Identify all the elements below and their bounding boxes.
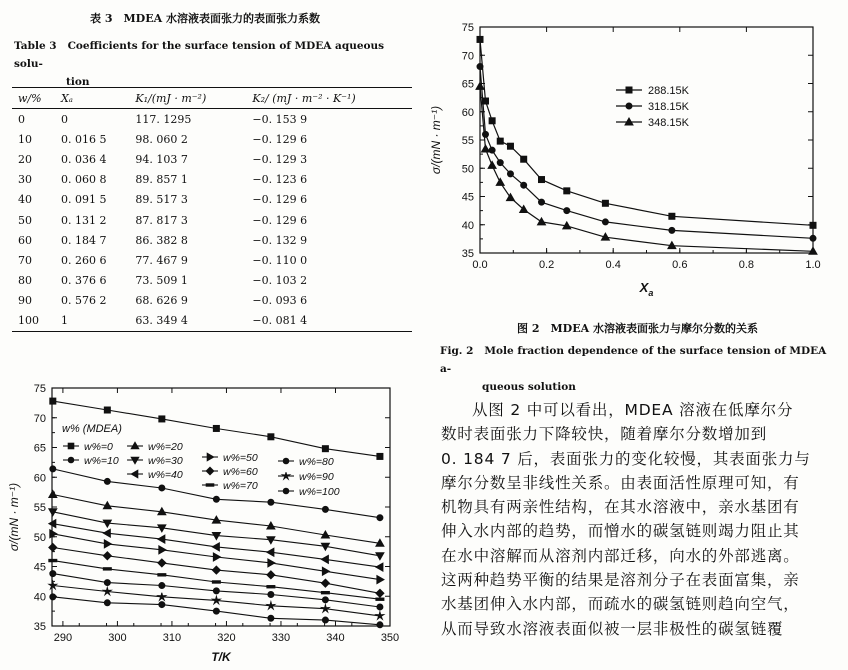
y-tick-label: 70 xyxy=(461,50,474,63)
legend-label: w%=70 xyxy=(223,480,258,492)
marker-triangle-left xyxy=(158,535,165,543)
fig2-caption-en xyxy=(440,342,840,396)
marker-bar xyxy=(158,574,166,576)
marker-circle xyxy=(322,506,328,512)
marker-square xyxy=(539,177,545,183)
marker-circle xyxy=(602,219,608,225)
col-header-w: w/% xyxy=(12,88,55,109)
marker-bar xyxy=(376,598,384,600)
col-header-k2: K₂/ (mJ · m⁻² · K⁻¹) xyxy=(236,88,412,109)
x-tick-label: 320 xyxy=(217,632,236,644)
y-tick-label: 50 xyxy=(33,531,46,544)
marker-circle xyxy=(377,622,383,628)
marker-star xyxy=(158,593,166,600)
legend-label: w%=60 xyxy=(223,466,258,478)
table-cell: 63. 349 4 xyxy=(129,311,236,332)
marker-circle xyxy=(283,488,289,494)
marker-circle xyxy=(213,608,219,614)
y-tick-label: 55 xyxy=(461,135,474,147)
marker-circle xyxy=(50,594,56,600)
table-cell: 0 xyxy=(18,112,25,126)
legend-label: 348.15K xyxy=(648,117,689,129)
marker-square xyxy=(159,416,165,422)
marker-triangle-right xyxy=(104,540,111,548)
marker-circle xyxy=(283,458,289,464)
plot-frame xyxy=(480,27,813,253)
table-cell: 0. 576 2 xyxy=(60,294,107,308)
marker-circle xyxy=(268,615,274,621)
table-cell: 70 xyxy=(18,253,32,267)
legend-label: w%=0 xyxy=(84,441,113,453)
legend-label: w%=40 xyxy=(148,469,183,481)
table-row xyxy=(12,210,412,230)
x-tick-label: 0.8 xyxy=(738,259,755,271)
table-row xyxy=(12,149,412,169)
table-cell: 0. 091 5 xyxy=(60,193,107,207)
marker-circle xyxy=(377,515,383,521)
legend-label: 288.15K xyxy=(648,85,689,97)
legend-label: w%=50 xyxy=(223,452,258,464)
y-tick-label: 50 xyxy=(461,163,474,176)
table-cell: 87. 817 3 xyxy=(135,213,188,227)
marker-circle xyxy=(268,499,274,505)
table-cell: −0. 132 9 xyxy=(252,233,308,247)
x-tick-label: 330 xyxy=(271,632,291,644)
table-cell: −0. 129 6 xyxy=(252,132,308,146)
marker-diamond xyxy=(49,543,57,551)
marker-star xyxy=(282,472,289,479)
marker-diamond xyxy=(212,566,220,574)
marker-circle xyxy=(377,604,383,610)
table-caption-cont: tion xyxy=(66,76,90,88)
table-cell: 0. 016 5 xyxy=(60,132,107,146)
x-tick-label: 0.4 xyxy=(605,259,621,271)
table-header-row xyxy=(12,88,412,109)
x-tick-label: 350 xyxy=(380,632,400,644)
table-cell: 117. 1295 xyxy=(135,112,192,126)
table-caption-text: Coefficients for the surface tension of MDEA aqueous solu- xyxy=(14,40,385,70)
marker-triangle-left xyxy=(376,563,383,571)
marker-square xyxy=(626,87,632,93)
y-tick-label: 40 xyxy=(33,591,46,604)
table-cell: −0. 129 6 xyxy=(252,213,308,227)
marker-circle xyxy=(322,617,328,623)
table-caption-en xyxy=(14,37,414,91)
coefficient-table xyxy=(12,87,412,332)
marker-triangle-right xyxy=(159,546,166,554)
legend-label: w%=30 xyxy=(148,455,183,467)
marker-triangle-left xyxy=(103,529,110,537)
col-header-k1: K₁/(mJ · m⁻²) xyxy=(129,88,236,109)
table-cell: 98. 060 2 xyxy=(135,132,188,146)
fig2-caption-cont: queous solution xyxy=(482,381,576,393)
table-cell: 89. 857 1 xyxy=(135,173,188,187)
marker-triangle-right xyxy=(377,576,384,584)
y-tick-label: 60 xyxy=(461,106,474,119)
marker-circle xyxy=(497,160,503,166)
legend-title: w% (MDEA) xyxy=(62,423,122,435)
marker-square xyxy=(564,188,570,194)
legend-label: w%=100 xyxy=(299,486,340,498)
marker-circle xyxy=(477,64,483,70)
series-line xyxy=(480,39,813,225)
temperature-chart xyxy=(0,375,405,670)
legend-label: w%=90 xyxy=(299,471,334,483)
x-tick-label: 0.2 xyxy=(538,259,555,271)
table-cell: −0. 081 4 xyxy=(236,311,412,332)
paragraph-line: 摩尔分数呈非线性关系。由表面活性原理可知，有 xyxy=(441,473,800,492)
table-cell: −0. 153 9 xyxy=(252,112,308,126)
marker-circle xyxy=(669,227,675,233)
marker-bar xyxy=(321,591,329,593)
marker-triangle-right xyxy=(322,567,329,575)
marker-square xyxy=(602,200,608,206)
table-cell: 50 xyxy=(18,213,32,227)
table-row xyxy=(12,129,412,149)
marker-square xyxy=(50,398,56,404)
marker-square xyxy=(268,434,274,440)
body-paragraph xyxy=(441,398,836,641)
table-cell: 40 xyxy=(18,193,32,207)
table-caption-label: Table 3 xyxy=(14,40,57,52)
paragraph-line: 数时表面张力下降较快，随着摩尔分数增加到 xyxy=(441,425,768,444)
marker-diamond xyxy=(103,552,111,560)
marker-square xyxy=(489,118,495,124)
table-row xyxy=(12,291,412,311)
marker-star xyxy=(376,612,384,619)
paragraph-line: 从而导致水溶液表面似被一层非极性的碳氢链覆 xyxy=(441,619,784,638)
fig2-caption-label: Fig. 2 xyxy=(440,345,474,357)
y-axis-label: σ/(mN · m⁻¹) xyxy=(7,482,21,552)
marker-triangle xyxy=(488,161,496,168)
marker-star xyxy=(104,588,112,595)
table-caption-cn: 表 3 MDEA 水溶液表面张力的表面张力系数 xyxy=(90,12,320,25)
marker-square xyxy=(507,143,513,149)
table-cell: −0. 129 6 xyxy=(252,193,308,207)
legend-label: w%=20 xyxy=(148,441,183,453)
x-tick-label: 0.6 xyxy=(672,259,688,271)
marker-circle xyxy=(322,597,328,603)
table-cell: −0. 093 6 xyxy=(252,294,308,308)
table-cell: −0. 129 3 xyxy=(252,152,308,166)
table-cell: 60 xyxy=(18,233,32,247)
marker-diamond xyxy=(206,467,214,475)
table-row xyxy=(12,109,412,130)
marker-circle xyxy=(104,580,110,586)
table-cell: 30 xyxy=(18,173,32,187)
marker-circle xyxy=(564,208,570,214)
table-cell: −0. 123 6 xyxy=(252,173,308,187)
marker-star xyxy=(322,605,330,612)
fig2-caption-cn: 图 2 MDEA 水溶液表面张力与摩尔分数的关系 xyxy=(517,322,758,335)
marker-circle xyxy=(539,199,545,205)
table-cell: 0 xyxy=(60,112,68,126)
table-cell: 0. 060 8 xyxy=(60,173,107,187)
marker-triangle-right xyxy=(213,553,220,561)
marker-triangle-down xyxy=(376,553,384,560)
marker-square xyxy=(104,407,110,413)
y-tick-label: 55 xyxy=(33,502,46,514)
y-tick-label: 35 xyxy=(33,621,46,633)
table-cell: 0. 036 4 xyxy=(60,152,107,166)
table-row xyxy=(12,230,412,250)
paragraph-line: 机物具有两亲性结构，在其水溶液中，亲水基团有 xyxy=(441,498,800,517)
marker-diamond xyxy=(376,589,384,597)
y-tick-label: 40 xyxy=(461,219,474,232)
table-cell: 0. 184 7 xyxy=(60,233,107,247)
table-cell: 73. 509 1 xyxy=(135,274,188,288)
series-line xyxy=(480,67,813,239)
marker-circle xyxy=(68,457,74,463)
marker-circle xyxy=(268,591,274,597)
marker-bar xyxy=(212,581,220,583)
x-tick-label: 290 xyxy=(53,632,73,644)
x-axis-label: T/K xyxy=(211,650,231,664)
marker-circle xyxy=(159,485,165,491)
table-cell: 0. 260 6 xyxy=(60,253,107,267)
paragraph-line: 从图 2 中可以看出，MDEA 溶液在低摩尔分 xyxy=(472,401,794,419)
table-cell: 77. 467 9 xyxy=(135,253,188,267)
table-cell: 94. 103 7 xyxy=(135,152,188,166)
col-header-xa: Xₐ xyxy=(55,88,129,109)
marker-bar xyxy=(103,568,111,570)
table-body xyxy=(12,109,412,332)
marker-circle xyxy=(104,478,110,484)
marker-circle xyxy=(810,235,816,241)
marker-star xyxy=(213,596,221,603)
marker-circle xyxy=(50,466,56,472)
marker-square xyxy=(810,222,816,228)
x-tick-label: 0.0 xyxy=(472,259,488,271)
y-tick-label: 45 xyxy=(33,561,46,574)
marker-circle xyxy=(50,571,56,577)
table-cell: −0. 110 0 xyxy=(252,253,308,267)
marker-triangle-left xyxy=(267,548,274,556)
marker-triangle xyxy=(481,145,489,152)
x-tick-label: 310 xyxy=(162,632,182,644)
marker-diamond xyxy=(321,579,329,587)
table-row xyxy=(12,170,412,190)
legend-label: 318.15K xyxy=(648,101,689,113)
marker-square xyxy=(377,453,383,459)
marker-triangle xyxy=(49,491,57,498)
y-axis-label: σ/(mN · m⁻¹) xyxy=(429,105,443,175)
table-cell: 10 xyxy=(18,132,32,146)
table-cell: 80 xyxy=(18,274,32,288)
marker-triangle xyxy=(496,178,504,185)
marker-triangle xyxy=(506,194,514,201)
marker-bar xyxy=(49,559,57,561)
table-cell: 89. 517 3 xyxy=(135,193,188,207)
marker-triangle-left xyxy=(131,470,138,478)
marker-bar xyxy=(267,586,275,588)
y-tick-label: 65 xyxy=(33,442,46,455)
table-cell: 0. 131 2 xyxy=(60,213,107,227)
marker-triangle-right xyxy=(207,453,214,461)
y-tick-label: 35 xyxy=(461,248,474,260)
marker-square xyxy=(322,446,328,452)
marker-square xyxy=(521,156,527,162)
marker-circle xyxy=(213,496,219,502)
legend-label: w%=10 xyxy=(84,455,119,467)
marker-circle xyxy=(104,600,110,606)
marker-square xyxy=(497,138,503,144)
x-tick-label: 1.0 xyxy=(805,259,821,271)
marker-bar xyxy=(206,484,214,486)
y-tick-label: 75 xyxy=(33,383,46,395)
table-cell: 68. 626 9 xyxy=(135,294,188,308)
table-cell: 86. 382 8 xyxy=(135,233,188,247)
marker-circle xyxy=(482,131,488,137)
table-cell: −0. 103 2 xyxy=(252,274,308,288)
x-axis-label: $X_a$ xyxy=(639,280,654,298)
marker-triangle xyxy=(538,218,546,225)
fig2-caption-text: Mole fraction dependence of the surface tension of MDEA a- xyxy=(440,345,827,375)
x-tick-label: 300 xyxy=(108,632,127,644)
marker-circle xyxy=(213,588,219,594)
marker-triangle-right xyxy=(268,559,275,567)
marker-diamond xyxy=(267,571,275,579)
paragraph-line: 伸入水内部的趋势，而憎水的碳氢链则竭力阻止其 xyxy=(441,522,800,541)
marker-square xyxy=(669,213,675,219)
table-cell: 90 xyxy=(18,294,32,308)
y-tick-label: 60 xyxy=(33,472,46,485)
y-tick-label: 65 xyxy=(461,78,474,91)
paragraph-line: 水基团伸入水内部，而疏水的碳氢链则趋向空气， xyxy=(441,595,800,614)
table-cell: 1 xyxy=(55,311,129,332)
y-tick-label: 45 xyxy=(461,191,474,204)
marker-square xyxy=(477,36,483,42)
paragraph-line: 这两种趋势平衡的结果是溶剂分子在表面富集，亲 xyxy=(441,571,800,590)
paragraph-line: 0. 184 7 后，表面张力的变化较慢，其表面张力与 xyxy=(441,449,811,468)
y-tick-label: 75 xyxy=(461,22,474,34)
paragraph-line: 在水中溶解而从溶剂内部迁移，向水的外部逃离。 xyxy=(441,546,800,565)
table-row xyxy=(12,311,412,332)
marker-circle xyxy=(159,583,165,589)
marker-star xyxy=(49,582,57,589)
marker-circle xyxy=(626,103,632,109)
marker-circle xyxy=(521,182,527,188)
marker-diamond xyxy=(158,559,166,567)
x-tick-label: 340 xyxy=(326,632,345,644)
marker-circle xyxy=(507,171,513,177)
table-cell: 100 xyxy=(12,311,55,332)
legend-label: w%=80 xyxy=(299,456,334,468)
table-row xyxy=(12,271,412,291)
table-cell: 20 xyxy=(18,152,32,166)
table-cell: 0. 376 6 xyxy=(60,274,107,288)
marker-circle xyxy=(159,602,165,608)
marker-triangle-left xyxy=(212,543,219,551)
y-tick-label: 70 xyxy=(33,412,46,425)
fig2-chart xyxy=(418,0,848,320)
table-row xyxy=(12,190,412,210)
marker-square xyxy=(68,443,74,449)
marker-triangle-left xyxy=(321,555,328,563)
marker-square xyxy=(213,425,219,431)
table-row xyxy=(12,250,412,270)
marker-star xyxy=(267,602,275,609)
